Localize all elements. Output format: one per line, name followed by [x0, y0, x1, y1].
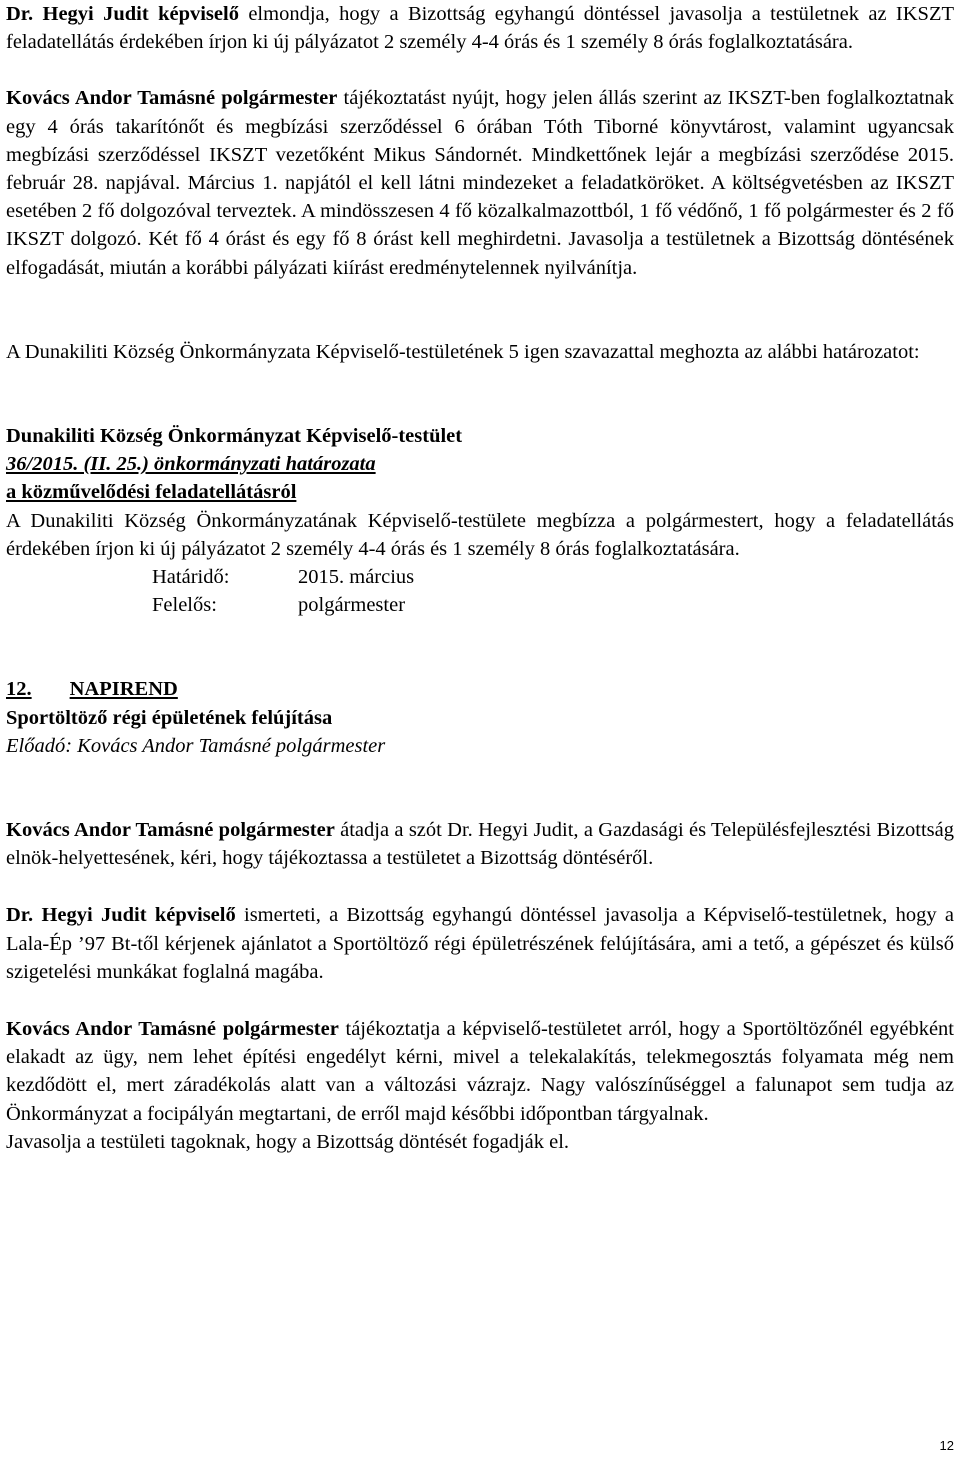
paragraph-mayor-sport: [6, 1015, 954, 1128]
paragraph-text: átadja a szót Dr. Hegyi Judit, a Gazdasági és Településfejlesztési Bizottság elnök-helyettesének, kéri, hogy tájékoztassa a testületet a Bizottság döntéséről.: [6, 819, 955, 870]
resolution-block: [6, 422, 954, 619]
resolution-number: 36/2015. (II. 25.) önkormányzati határozata: [6, 453, 376, 476]
speaker-name: Kovács Andor Tamásné polgármester: [6, 87, 338, 110]
page-number: 12: [939, 1438, 954, 1453]
agenda-presenter: Előadó: Kovács Andor Tamásné polgármester: [6, 734, 386, 757]
speaker-name: Kovács Andor Tamásné polgármester: [6, 819, 335, 842]
agenda-heading: 12. NAPIREND: [6, 678, 178, 701]
paragraph-text: ismerteti, a Bizottság egyhangú döntéssel javasolja a Képviselő-testületnek, hogy a Lala-Ép ’97 Bt-től kérjenek ajánlatot a Sportöltöző régi épületrészének felújítására, ami a tető, a gépészet és külső szigetelési munkákat foglalná magába.: [6, 904, 954, 983]
paragraph-committee-proposal: [6, 0, 954, 56]
paragraph-mayor-handover: [6, 816, 954, 872]
paragraph-text: tájékoztatást nyújt, hogy jelen állás szerint az IKSZT-ben foglalkoztatnak egy 4 órás takarítónőt és megbízási szerződéssel 6 órában Tóth Tiborné könyvtárost, valamint ugyancsak megbízási szerződéssel IKSZT vezetőként Mikus Sándornét. Mindkettőnek lejár a megbízási szerződése 2015. február 28. napjával. Március 1. napjától el kell látni mindezeket a feladatköröket. A költségvetésben az IKSZT esetében 2 fő dolgozóval terveztek. A mindösszesen 4 fő közalkalmazottból, 1 fő védőnő, 1 fő polgármester és 2 fő IKSZT dolgozó. Két fő 4 órást és egy fő 8 órást kell meghirdetni. Javasolja a testületnek a Bizottság döntésének elfogadását, miután a korábbi pályázati kiírást eredménytelennek nyilvánítja.: [6, 87, 955, 279]
paragraph-mayor-info: [6, 84, 954, 281]
paragraph-text: elmondja, hogy a Bizottság egyhangú döntéssel javasolja a testületnek az IKSZT feladatellátás érdekében írjon ki új pályázatot 2 személy 4-4 órás és 1 személy 8 órás foglalkoztatására.: [6, 3, 954, 54]
paragraph-proposal: Javasolja a testületi tagoknak, hogy a Bizottság döntését fogadják el.: [6, 1130, 570, 1153]
paragraph-vote: A Dunakiliti Község Önkormányzata Képviselő-testületének 5 igen szavazattal meghozta az alábbi határozatot:: [6, 340, 920, 363]
agenda-title: Sportöltöző régi épületének felújítása: [6, 706, 333, 729]
speaker-name: Dr. Hegyi Judit képviselő: [6, 904, 236, 927]
agenda-block: [6, 675, 954, 760]
speaker-name: Kovács Andor Tamásné polgármester: [6, 1018, 339, 1041]
resolution-deadline: Határidő: 2015. március: [152, 566, 415, 589]
resolution-responsible: Felelős: polgármester: [152, 594, 406, 617]
speaker-name: Dr. Hegyi Judit képviselő: [6, 3, 239, 25]
resolution-text: A Dunakiliti Község Önkormányzatának Képviselő-testülete megbízza a polgármestert, hogy a feladatellátás érdekében írjon ki új pályázatot 2 személy 4-4 órás és 1 személy 8 órás foglalkoztatására.: [6, 509, 954, 560]
resolution-body-name: Dunakiliti Község Önkormányzat Képviselő-testület: [6, 425, 463, 448]
resolution-subject: a közművelődési feladatellátásról: [6, 481, 297, 504]
paragraph-text: tájékoztatja a képviselő-testületet arról, hogy a Sportöltözőnél egyébként elakadt az ügy, nem lehet építési engedélyt kérni, mivel a telekalakítás, telekmegosztás folyamata még nem kezdődött el, mert záradékolás alatt van a változási vázrajz. Nagy valószínűséggel a falunapot sem tudja az Önkormányzat a focipályán megtartani, de erről majd későbbi időpontban tárgyalnak.: [6, 1018, 954, 1125]
paragraph-committee-report: [6, 901, 954, 986]
